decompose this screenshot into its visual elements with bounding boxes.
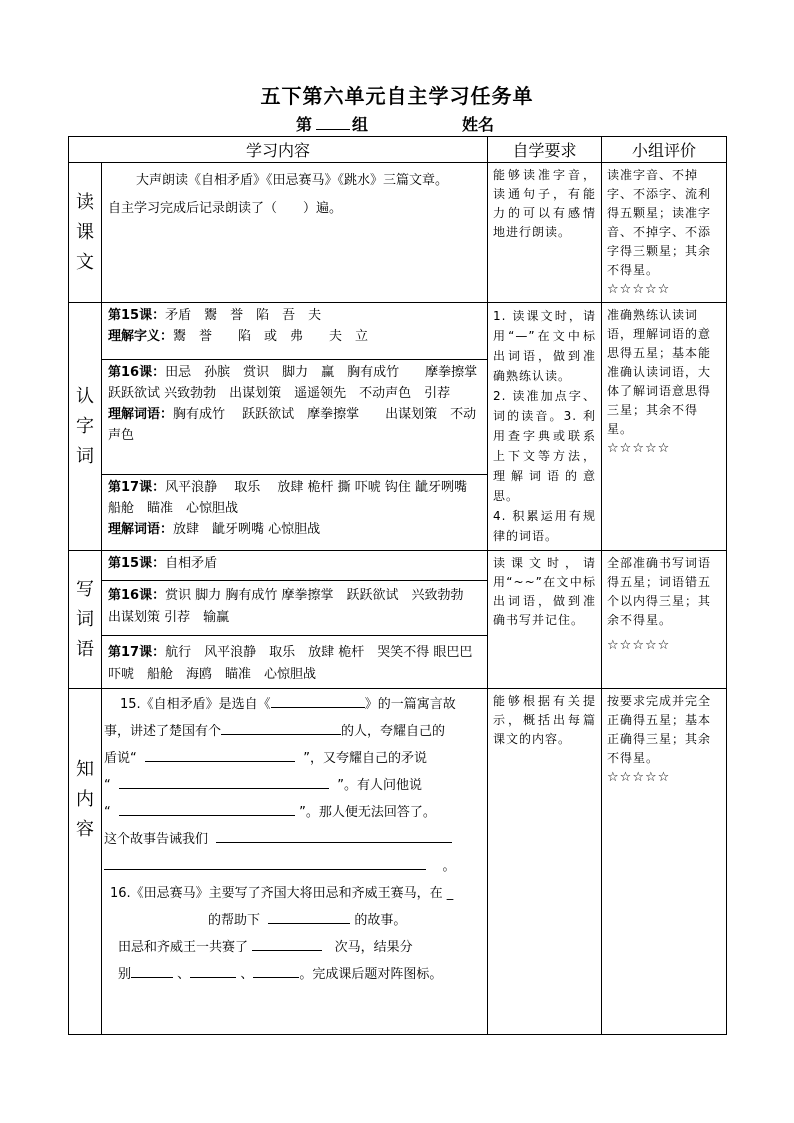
answer-blank[interactable] xyxy=(119,774,329,789)
lesson16-meaning: 理解词语：胸有成竹 跃跃欲试 摩拳擦掌 出谋划策 不动声色 xyxy=(108,407,477,443)
rating-stars[interactable]: ☆☆☆☆☆ xyxy=(607,441,671,456)
group-number-blank[interactable] xyxy=(316,129,350,130)
category-write: 写 词 语 xyxy=(69,551,102,689)
answer-blank[interactable] xyxy=(271,693,365,708)
read-requirement: 能够读准字音，读通句子，有能力的可以有感情地进行朗读。 xyxy=(488,163,602,303)
lesson17-words: 第17课：风平浪静 取乐 放肆 桅杆 撕 吓唬 钩住 龇牙咧嘴 船舱 瞄准 心惊胆战 xyxy=(108,480,485,516)
name-label: 姓名 xyxy=(462,115,495,134)
read-evaluation: 读准字音、不掉字、不添字、流利得五颗星；读准字音、不掉字、不添字得三颗星；其余不得星。 ☆☆☆☆☆ xyxy=(602,163,727,303)
lesson17-meaning: 理解词语：放肆 龇牙咧嘴 心惊胆战 xyxy=(108,522,321,537)
know-chars-requirement: 1. 读课文时，请用“—”在文中标出词语，做到准确熟练认读。 2. 读准加点字、词的读音。3. 利用查字典或联系上下文等方法，理解词语的意思。 4. 积累运用有规律的词语。 xyxy=(488,303,602,551)
write-lesson16: 第16课：赏识 脚力 胸有成竹 摩拳擦掌 跃跃欲试 兴致勃勃 出谋划策 引荐 输赢 xyxy=(102,581,487,636)
row-know-content xyxy=(69,689,727,1035)
group-number-label: 第 xyxy=(296,115,313,134)
answer-blank[interactable] xyxy=(145,747,295,762)
answer-blank[interactable] xyxy=(190,963,236,978)
header-evaluation: 小组评价 xyxy=(602,137,727,163)
write-lesson15: 第15课：自相矛盾 xyxy=(102,551,487,581)
write-evaluation: 全部准确书写词语得五星；词语错五个以内得三星；其余不得星。 ☆☆☆☆☆ xyxy=(602,551,727,689)
group-label: 组 xyxy=(352,115,369,134)
page-title: 五下第六单元自主学习任务单 xyxy=(260,84,534,108)
category-know-content: 知 内 容 xyxy=(69,689,102,1035)
row-know-chars xyxy=(69,303,727,551)
task-table xyxy=(68,136,727,1035)
know-content-requirement: 能够根据有关提示，概括出每篇课文的内容。 xyxy=(488,689,602,1035)
category-know-chars: 认 字 词 xyxy=(69,303,102,551)
rating-stars[interactable]: ☆☆☆☆☆ xyxy=(607,638,671,653)
rating-stars[interactable]: ☆☆☆☆☆ xyxy=(607,282,671,297)
answer-blank[interactable] xyxy=(104,855,426,870)
category-read: 读 课 文 xyxy=(69,163,102,303)
answer-blank[interactable] xyxy=(216,828,452,843)
lesson16-words: 第16课：田忌 孙膑 赏识 脚力 赢 胸有成竹 摩拳擦掌 跃跃欲试 兴致勃勃 出谋划策 遥遥领先 不动声色 引荐 xyxy=(108,365,478,401)
answer-blank[interactable] xyxy=(253,963,299,978)
header-requirement: 自学要求 xyxy=(488,137,602,163)
read-line-2: 自主学习完成后记录朗读了（ ）遍。 xyxy=(108,201,343,216)
row-read xyxy=(69,163,727,303)
know-chars-evaluation: 准确熟练认读词语，理解词语的意思得五星；基本能准确认读词语，大体了解词语意思得三星；其余不得星。 ☆☆☆☆☆ xyxy=(602,303,727,551)
answer-blank[interactable] xyxy=(268,909,350,924)
fill-in-questions: 15.《自相矛盾》是选自《 》的一篇寓言故 事，讲述了楚国有个 的人，夸耀自己的 盾说“ ”，又夸耀自己的矛说 “ ”。有人问他说 “ ”。那人便无法回答了。 这个故事告诫我们 。 16.《田忌赛马》主要写了齐国大将田忌和齐威王赛马，在 _ 的帮助下 的故事。 田忌和齐威王一共赛了 次马，结果分 别 、 、 。完成课后题对阵图标。 xyxy=(102,689,488,1035)
lesson15-meaning: 理解字义：鬻 誉 陷 或 弗 夫 立 xyxy=(108,329,369,344)
write-requirement: 读课文时，请用“~~”在文中标出词语，做到准确书写并记住。 xyxy=(488,551,602,689)
table-header-row xyxy=(69,137,727,163)
header-content: 学习内容 xyxy=(69,137,488,163)
row-write xyxy=(69,551,727,689)
answer-blank[interactable] xyxy=(252,936,322,951)
answer-blank[interactable] xyxy=(221,720,341,735)
read-line-1: 大声朗读《自相矛盾》《田忌赛马》《跳水》三篇文章。 xyxy=(136,173,449,188)
write-lesson17: 第17课：航行 风平浪静 取乐 放肆 桅杆 哭笑不得 眼巴巴 吓唬 船舱 海鸥 瞄准 心惊胆战 xyxy=(108,645,486,682)
answer-blank[interactable] xyxy=(131,963,173,978)
lesson15-words: 第15课：矛盾 鬻 誉 陷 吾 夫 xyxy=(108,308,322,323)
answer-blank[interactable] xyxy=(119,801,295,816)
rating-stars[interactable]: ☆☆☆☆☆ xyxy=(607,770,671,785)
know-content-evaluation: 按要求完成并完全正确得五星；基本正确得三星；其余不得星。 ☆☆☆☆☆ xyxy=(602,689,727,1035)
